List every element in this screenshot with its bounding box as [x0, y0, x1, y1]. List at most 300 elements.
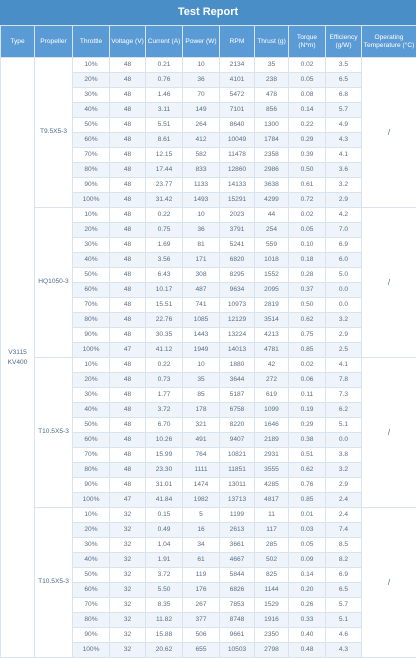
data-cell: 11478: [220, 148, 255, 163]
data-cell: 48: [110, 58, 146, 73]
data-cell: 1.77: [146, 388, 183, 403]
data-cell: 30%: [73, 238, 110, 253]
data-cell: 1529: [255, 598, 289, 613]
data-cell: 15.88: [146, 628, 183, 643]
column-header: Type: [1, 26, 35, 58]
data-cell: 1552: [255, 268, 289, 283]
column-header: Propeller: [35, 26, 73, 58]
data-cell: 48: [110, 88, 146, 103]
data-cell: 3661: [220, 538, 255, 553]
data-cell: 32: [110, 598, 146, 613]
data-cell: 3.72: [146, 403, 183, 418]
data-cell: 4.3: [326, 643, 362, 658]
data-cell: 48: [110, 223, 146, 238]
report-title: Test Report: [0, 0, 416, 25]
data-cell: 238: [255, 73, 289, 88]
data-cell: 36: [183, 73, 220, 88]
motor-type-cell: V3115 KV400: [1, 58, 35, 658]
data-cell: 80%: [73, 613, 110, 628]
data-cell: 487: [183, 283, 220, 298]
data-cell: 2134: [220, 58, 255, 73]
data-cell: 0.18: [289, 253, 326, 268]
data-cell: 3.2: [326, 313, 362, 328]
data-cell: 2.9: [326, 328, 362, 343]
data-cell: 100%: [73, 193, 110, 208]
data-cell: 0.29: [289, 133, 326, 148]
data-cell: 42: [255, 358, 289, 373]
data-cell: 6.9: [326, 568, 362, 583]
data-cell: 502: [255, 553, 289, 568]
data-cell: 6.70: [146, 418, 183, 433]
data-cell: 10%: [73, 358, 110, 373]
data-cell: 3.72: [146, 568, 183, 583]
data-cell: 4213: [255, 328, 289, 343]
data-cell: 3791: [220, 223, 255, 238]
column-header: Throttle: [73, 26, 110, 58]
data-cell: 491: [183, 433, 220, 448]
table-row: [1, 58, 416, 73]
data-cell: 10: [183, 58, 220, 73]
data-cell: 32: [110, 583, 146, 598]
data-cell: 48: [110, 448, 146, 463]
data-cell: 0.02: [289, 58, 326, 73]
data-cell: 0.37: [289, 283, 326, 298]
data-cell: 40%: [73, 253, 110, 268]
data-cell: 4101: [220, 73, 255, 88]
data-cell: 15.99: [146, 448, 183, 463]
data-cell: 48: [110, 388, 146, 403]
data-cell: 32: [110, 538, 146, 553]
data-cell: 0.03: [289, 523, 326, 538]
data-cell: 559: [255, 238, 289, 253]
data-cell: 2350: [255, 628, 289, 643]
data-cell: 10%: [73, 208, 110, 223]
data-cell: 10973: [220, 298, 255, 313]
data-cell: 267: [183, 598, 220, 613]
data-cell: 6758: [220, 403, 255, 418]
data-cell: 5.1: [326, 613, 362, 628]
column-header: Thrust (g): [255, 26, 289, 58]
data-cell: 0.73: [146, 373, 183, 388]
data-cell: 0.01: [289, 508, 326, 523]
data-cell: 50%: [73, 268, 110, 283]
data-cell: 0.22: [289, 118, 326, 133]
data-cell: 0.22: [146, 358, 183, 373]
data-cell: 3.5: [326, 58, 362, 73]
data-cell: 1111: [183, 463, 220, 478]
data-cell: 60%: [73, 133, 110, 148]
data-cell: 47: [110, 493, 146, 508]
data-cell: 4.9: [326, 118, 362, 133]
data-cell: 4.1: [326, 358, 362, 373]
data-cell: 14133: [220, 178, 255, 193]
data-cell: 11: [255, 508, 289, 523]
data-cell: 0.05: [289, 73, 326, 88]
data-cell: 0.49: [146, 523, 183, 538]
data-cell: 254: [255, 223, 289, 238]
column-header: Power (W): [183, 26, 220, 58]
data-cell: 5.50: [146, 583, 183, 598]
data-cell: 11.82: [146, 613, 183, 628]
data-cell: 6820: [220, 253, 255, 268]
data-cell: 6.2: [326, 403, 362, 418]
data-cell: 35: [183, 373, 220, 388]
data-cell: 1.91: [146, 553, 183, 568]
data-cell: 3.11: [146, 103, 183, 118]
data-cell: 80%: [73, 313, 110, 328]
data-cell: 34: [183, 538, 220, 553]
data-cell: 60%: [73, 433, 110, 448]
data-cell: 506: [183, 628, 220, 643]
data-cell: 119: [183, 568, 220, 583]
data-cell: 0.06: [289, 373, 326, 388]
data-cell: 1085: [183, 313, 220, 328]
data-cell: 35: [255, 58, 289, 73]
data-cell: 8.35: [146, 598, 183, 613]
data-cell: 48: [110, 73, 146, 88]
data-cell: 20%: [73, 73, 110, 88]
data-cell: 0.85: [289, 493, 326, 508]
table-row: [1, 508, 416, 523]
data-cell: 48: [110, 418, 146, 433]
data-cell: 7853: [220, 598, 255, 613]
data-cell: 412: [183, 133, 220, 148]
data-cell: 48: [110, 118, 146, 133]
temperature-cell: /: [362, 208, 416, 358]
data-cell: 5.7: [326, 103, 362, 118]
data-cell: 22.76: [146, 313, 183, 328]
data-cell: 1493: [183, 193, 220, 208]
data-cell: 9407: [220, 433, 255, 448]
data-cell: 0.39: [289, 148, 326, 163]
column-header: Voltage (V): [110, 26, 146, 58]
data-cell: 478: [255, 88, 289, 103]
data-cell: 764: [183, 448, 220, 463]
data-cell: 40%: [73, 103, 110, 118]
data-cell: 0.29: [289, 418, 326, 433]
data-cell: 10821: [220, 448, 255, 463]
data-cell: 32: [110, 643, 146, 658]
data-cell: 9634: [220, 283, 255, 298]
data-cell: 20%: [73, 523, 110, 538]
data-cell: 582: [183, 148, 220, 163]
data-cell: 60%: [73, 283, 110, 298]
data-cell: 31.42: [146, 193, 183, 208]
data-cell: 12.15: [146, 148, 183, 163]
data-cell: 4781: [255, 343, 289, 358]
data-cell: 32: [110, 508, 146, 523]
data-cell: 4817: [255, 493, 289, 508]
data-cell: 48: [110, 283, 146, 298]
data-cell: 2819: [255, 298, 289, 313]
data-cell: 0.62: [289, 313, 326, 328]
data-cell: 833: [183, 163, 220, 178]
data-cell: 0.11: [289, 388, 326, 403]
data-cell: 178: [183, 403, 220, 418]
data-cell: 3638: [255, 178, 289, 193]
data-cell: 48: [110, 253, 146, 268]
data-cell: 377: [183, 613, 220, 628]
data-cell: 6.5: [326, 73, 362, 88]
data-cell: 15.51: [146, 298, 183, 313]
data-cell: 6.8: [326, 88, 362, 103]
data-cell: 32: [110, 613, 146, 628]
data-cell: 100%: [73, 343, 110, 358]
data-cell: 1949: [183, 343, 220, 358]
temperature-cell: /: [362, 358, 416, 508]
data-cell: 1.69: [146, 238, 183, 253]
data-cell: 6826: [220, 583, 255, 598]
data-cell: 8640: [220, 118, 255, 133]
data-cell: 0.50: [289, 298, 326, 313]
propeller-cell: T10.5X5-3: [35, 358, 73, 508]
data-cell: 0.40: [289, 628, 326, 643]
table-row: [1, 358, 416, 373]
data-cell: 32: [110, 568, 146, 583]
data-cell: 6.9: [326, 238, 362, 253]
data-cell: 31.01: [146, 478, 183, 493]
data-cell: 0.08: [289, 88, 326, 103]
column-header: RPM: [220, 26, 255, 58]
data-cell: 7.3: [326, 388, 362, 403]
data-cell: 8.2: [326, 553, 362, 568]
data-cell: 8220: [220, 418, 255, 433]
data-cell: 0.22: [146, 208, 183, 223]
propeller-cell: HQ1050-3: [35, 208, 73, 358]
data-cell: 80%: [73, 463, 110, 478]
column-header: Operating Temperature (°C): [362, 26, 416, 58]
data-cell: 1018: [255, 253, 289, 268]
data-cell: 10.26: [146, 433, 183, 448]
data-cell: 5: [183, 508, 220, 523]
data-cell: 6.0: [326, 253, 362, 268]
data-cell: 90%: [73, 478, 110, 493]
data-cell: 1982: [183, 493, 220, 508]
data-cell: 3.56: [146, 253, 183, 268]
data-cell: 90%: [73, 628, 110, 643]
data-cell: 3.2: [326, 463, 362, 478]
data-cell: 48: [110, 358, 146, 373]
data-cell: 14013: [220, 343, 255, 358]
data-cell: 12860: [220, 163, 255, 178]
data-cell: 48: [110, 298, 146, 313]
data-cell: 2931: [255, 448, 289, 463]
data-cell: 4667: [220, 553, 255, 568]
data-cell: 15291: [220, 193, 255, 208]
data-cell: 3644: [220, 373, 255, 388]
data-cell: 48: [110, 208, 146, 223]
data-cell: 1099: [255, 403, 289, 418]
data-cell: 2.4: [326, 508, 362, 523]
data-cell: 0.0: [326, 283, 362, 298]
data-cell: 0.75: [146, 223, 183, 238]
data-cell: 50%: [73, 118, 110, 133]
data-cell: 4.1: [326, 148, 362, 163]
data-cell: 20.62: [146, 643, 183, 658]
data-cell: 0.72: [289, 193, 326, 208]
data-cell: 48: [110, 463, 146, 478]
data-cell: 655: [183, 643, 220, 658]
data-cell: 5.0: [326, 268, 362, 283]
data-cell: 5472: [220, 88, 255, 103]
data-cell: 3555: [255, 463, 289, 478]
data-cell: 0.20: [289, 583, 326, 598]
data-cell: 41.84: [146, 493, 183, 508]
data-cell: 48: [110, 433, 146, 448]
data-cell: 5.51: [146, 118, 183, 133]
data-cell: 70%: [73, 598, 110, 613]
data-cell: 8295: [220, 268, 255, 283]
data-cell: 10%: [73, 58, 110, 73]
data-cell: 264: [183, 118, 220, 133]
data-cell: 48: [110, 178, 146, 193]
data-cell: 2.4: [326, 493, 362, 508]
data-cell: 40%: [73, 553, 110, 568]
data-cell: 5844: [220, 568, 255, 583]
data-cell: 41.12: [146, 343, 183, 358]
data-cell: 825: [255, 568, 289, 583]
data-cell: 32: [110, 553, 146, 568]
data-cell: 36: [183, 223, 220, 238]
data-cell: 12129: [220, 313, 255, 328]
data-cell: 0.51: [289, 448, 326, 463]
data-cell: 0.0: [326, 298, 362, 313]
temperature-cell: /: [362, 508, 416, 658]
data-cell: 48: [110, 328, 146, 343]
data-cell: 44: [255, 208, 289, 223]
column-header: Efficiency (g/W): [326, 26, 362, 58]
data-cell: 5.7: [326, 598, 362, 613]
data-cell: 1646: [255, 418, 289, 433]
data-cell: 30%: [73, 388, 110, 403]
data-cell: 0.05: [289, 538, 326, 553]
data-cell: 1144: [255, 583, 289, 598]
data-cell: 13224: [220, 328, 255, 343]
data-cell: 4.2: [326, 208, 362, 223]
data-cell: 70%: [73, 148, 110, 163]
data-cell: 10049: [220, 133, 255, 148]
data-cell: 3.6: [326, 163, 362, 178]
data-cell: 11851: [220, 463, 255, 478]
data-cell: 7.8: [326, 373, 362, 388]
data-cell: 100%: [73, 643, 110, 658]
data-cell: 0.15: [146, 508, 183, 523]
data-cell: 1443: [183, 328, 220, 343]
data-cell: 48: [110, 193, 146, 208]
data-cell: 856: [255, 103, 289, 118]
data-cell: 0.14: [289, 568, 326, 583]
data-cell: 7.0: [326, 223, 362, 238]
data-cell: 100%: [73, 493, 110, 508]
test-report-table: [0, 25, 416, 658]
data-cell: 23.77: [146, 178, 183, 193]
data-cell: 1784: [255, 133, 289, 148]
data-cell: 2023: [220, 208, 255, 223]
data-cell: 1199: [220, 508, 255, 523]
data-cell: 0.10: [289, 238, 326, 253]
data-cell: 619: [255, 388, 289, 403]
data-cell: 8.61: [146, 133, 183, 148]
data-cell: 0.21: [146, 58, 183, 73]
data-cell: 176: [183, 583, 220, 598]
data-cell: 47: [110, 343, 146, 358]
data-cell: 7.4: [326, 523, 362, 538]
data-cell: 0.85: [289, 343, 326, 358]
data-cell: 48: [110, 238, 146, 253]
data-cell: 6.43: [146, 268, 183, 283]
data-cell: 3514: [255, 313, 289, 328]
data-cell: 4285: [255, 478, 289, 493]
data-cell: 149: [183, 103, 220, 118]
data-cell: 10.17: [146, 283, 183, 298]
data-cell: 2613: [220, 523, 255, 538]
data-cell: 70%: [73, 448, 110, 463]
data-cell: 2189: [255, 433, 289, 448]
data-cell: 3.8: [326, 448, 362, 463]
data-cell: 8748: [220, 613, 255, 628]
data-cell: 50%: [73, 568, 110, 583]
data-cell: 48: [110, 313, 146, 328]
data-cell: 30%: [73, 88, 110, 103]
column-header: Current (A): [146, 26, 183, 58]
data-cell: 17.44: [146, 163, 183, 178]
data-cell: 4.6: [326, 628, 362, 643]
data-cell: 1880: [220, 358, 255, 373]
data-cell: 48: [110, 373, 146, 388]
data-cell: 2.9: [326, 478, 362, 493]
data-cell: 5.1: [326, 418, 362, 433]
data-cell: 30.35: [146, 328, 183, 343]
data-cell: 32: [110, 523, 146, 538]
data-cell: 1474: [183, 478, 220, 493]
data-cell: 81: [183, 238, 220, 253]
data-cell: 0.48: [289, 643, 326, 658]
data-cell: 40%: [73, 403, 110, 418]
data-cell: 171: [183, 253, 220, 268]
data-cell: 30%: [73, 538, 110, 553]
data-cell: 7101: [220, 103, 255, 118]
data-cell: 2095: [255, 283, 289, 298]
data-cell: 10503: [220, 643, 255, 658]
temperature-cell: /: [362, 58, 416, 208]
data-cell: 13713: [220, 493, 255, 508]
data-cell: 0.76: [289, 478, 326, 493]
data-cell: 0.50: [289, 163, 326, 178]
data-cell: 0.75: [289, 328, 326, 343]
data-cell: 272: [255, 373, 289, 388]
data-cell: 6.5: [326, 583, 362, 598]
data-cell: 10: [183, 358, 220, 373]
column-header: Torque (N*m): [289, 26, 326, 58]
data-cell: 0.02: [289, 358, 326, 373]
data-cell: 0.09: [289, 553, 326, 568]
data-cell: 0.14: [289, 103, 326, 118]
data-cell: 8.5: [326, 538, 362, 553]
data-cell: 4299: [255, 193, 289, 208]
data-cell: 20%: [73, 373, 110, 388]
data-cell: 48: [110, 133, 146, 148]
data-cell: 90%: [73, 328, 110, 343]
data-cell: 1300: [255, 118, 289, 133]
data-cell: 0.0: [326, 433, 362, 448]
data-cell: 285: [255, 538, 289, 553]
data-cell: 741: [183, 298, 220, 313]
data-cell: 5241: [220, 238, 255, 253]
data-cell: 3.2: [326, 178, 362, 193]
data-cell: 1133: [183, 178, 220, 193]
data-cell: 13011: [220, 478, 255, 493]
data-cell: 5187: [220, 388, 255, 403]
